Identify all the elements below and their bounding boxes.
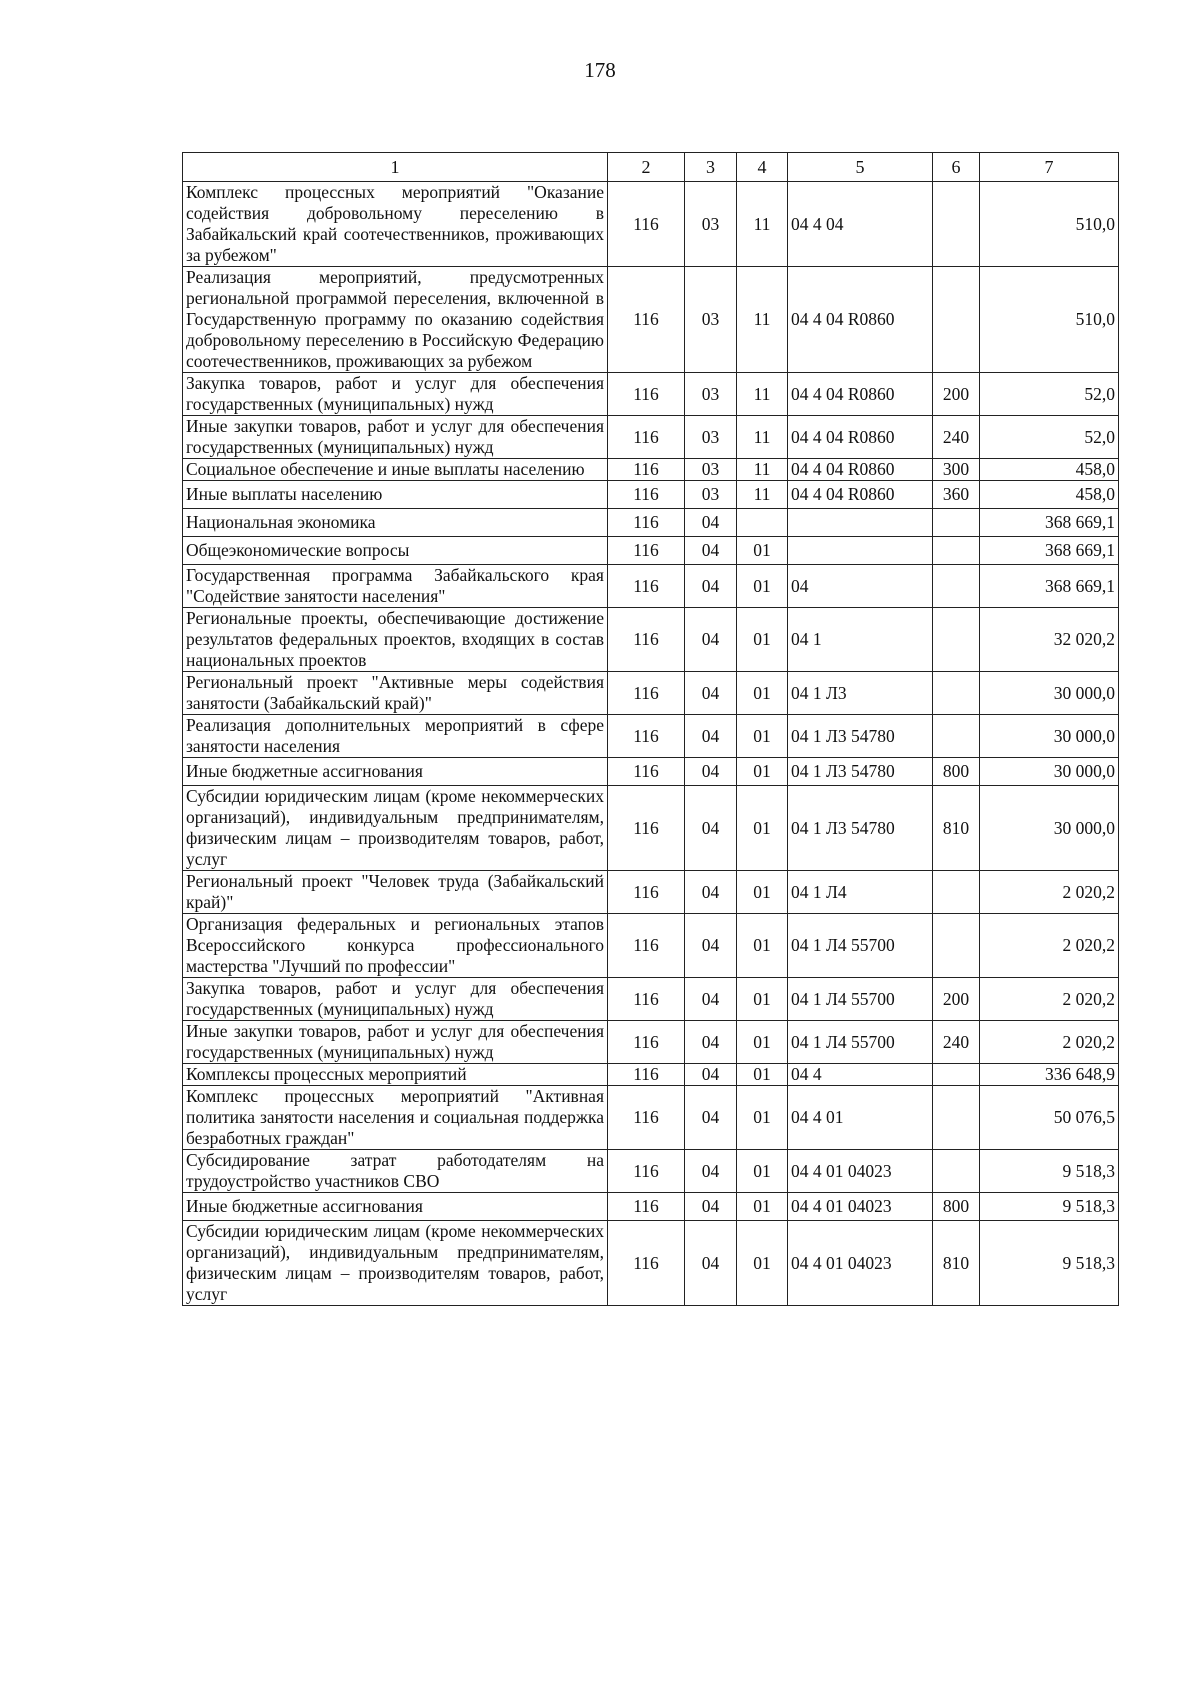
row-section-code: 04 (685, 537, 737, 565)
row-subsection-code: 01 (737, 978, 788, 1021)
row-ministry-code: 116 (608, 1150, 685, 1193)
row-name: Закупка товаров, работ и услуг для обеспечения государственных (муниципальных) нужд (183, 978, 608, 1021)
table-row (183, 459, 1119, 481)
row-subsection-code: 01 (737, 914, 788, 978)
row-ministry-code: 116 (608, 608, 685, 672)
row-name: Иные бюджетные ассигнования (183, 1193, 608, 1221)
row-ministry-code: 116 (608, 914, 685, 978)
row-section-code: 03 (685, 481, 737, 509)
row-target-article: 04 4 01 (788, 1086, 933, 1150)
row-section-code: 04 (685, 608, 737, 672)
row-name: Реализация дополнительных мероприятий в сфере занятости населения (183, 715, 608, 758)
table-row (183, 608, 1119, 672)
table-row (183, 481, 1119, 509)
row-ministry-code: 116 (608, 565, 685, 608)
row-expense-type (933, 914, 980, 978)
row-name: Иные бюджетные ассигнования (183, 758, 608, 786)
row-expense-type: 360 (933, 481, 980, 509)
row-amount: 30 000,0 (980, 758, 1119, 786)
row-amount: 52,0 (980, 373, 1119, 416)
row-amount: 9 518,3 (980, 1221, 1119, 1306)
row-ministry-code: 116 (608, 978, 685, 1021)
table-row (183, 1193, 1119, 1221)
row-subsection-code: 01 (737, 672, 788, 715)
row-expense-type (933, 509, 980, 537)
row-subsection-code: 01 (737, 1193, 788, 1221)
row-target-article: 04 4 04 R0860 (788, 416, 933, 459)
row-subsection-code: 01 (737, 608, 788, 672)
table-row (183, 758, 1119, 786)
row-target-article (788, 509, 933, 537)
row-target-article: 04 1 Л3 54780 (788, 786, 933, 871)
row-name: Иные выплаты населению (183, 481, 608, 509)
row-amount: 52,0 (980, 416, 1119, 459)
table-row (183, 1021, 1119, 1064)
row-target-article: 04 1 (788, 608, 933, 672)
row-amount: 2 020,2 (980, 914, 1119, 978)
row-name: Организация федеральных и региональных этапов Всероссийского конкурса профессионального мастерства "Лучший по профессии" (183, 914, 608, 978)
row-name: Субсидии юридическим лицам (кроме некоммерческих организаций), индивидуальным предпринимателям, физическим лицам – производителям товаров, работ, услуг (183, 1221, 608, 1306)
row-name: Иные закупки товаров, работ и услуг для обеспечения государственных (муниципальных) нужд (183, 1021, 608, 1064)
row-section-code: 03 (685, 373, 737, 416)
row-subsection-code: 01 (737, 758, 788, 786)
row-subsection-code: 11 (737, 416, 788, 459)
row-expense-type (933, 1150, 980, 1193)
row-expense-type: 240 (933, 416, 980, 459)
row-name: Комплекс процессных мероприятий "Активная политика занятости населения и социальная поддержка безработных граждан" (183, 1086, 608, 1150)
row-subsection-code (737, 509, 788, 537)
row-amount: 510,0 (980, 267, 1119, 373)
row-subsection-code: 01 (737, 565, 788, 608)
row-subsection-code: 01 (737, 1086, 788, 1150)
row-amount: 2 020,2 (980, 871, 1119, 914)
table-row (183, 537, 1119, 565)
table-row (183, 1150, 1119, 1193)
row-name: Субсидирование затрат работодателям на трудоустройство участников СВО (183, 1150, 608, 1193)
row-expense-type: 300 (933, 459, 980, 481)
row-section-code: 03 (685, 267, 737, 373)
row-amount: 336 648,9 (980, 1064, 1119, 1086)
row-ministry-code: 116 (608, 416, 685, 459)
row-name: Региональные проекты, обеспечивающие достижение результатов федеральных проектов, входящих в состав национальных проектов (183, 608, 608, 672)
row-target-article: 04 4 04 R0860 (788, 459, 933, 481)
table-row (183, 914, 1119, 978)
row-amount: 510,0 (980, 182, 1119, 267)
row-subsection-code: 11 (737, 182, 788, 267)
row-section-code: 04 (685, 758, 737, 786)
row-expense-type (933, 182, 980, 267)
row-amount: 50 076,5 (980, 1086, 1119, 1150)
row-section-code: 04 (685, 672, 737, 715)
row-ministry-code: 116 (608, 786, 685, 871)
row-section-code: 04 (685, 978, 737, 1021)
row-ministry-code: 116 (608, 1221, 685, 1306)
row-subsection-code: 01 (737, 1064, 788, 1086)
row-amount: 368 669,1 (980, 509, 1119, 537)
row-amount: 458,0 (980, 481, 1119, 509)
row-subsection-code: 11 (737, 267, 788, 373)
row-section-code: 04 (685, 914, 737, 978)
row-section-code: 03 (685, 416, 737, 459)
header-col-3: 3 (685, 153, 737, 182)
row-ministry-code: 116 (608, 509, 685, 537)
row-amount: 458,0 (980, 459, 1119, 481)
table-row (183, 565, 1119, 608)
row-expense-type (933, 871, 980, 914)
row-name: Региональный проект "Активные меры содействия занятости (Забайкальский край)" (183, 672, 608, 715)
row-expense-type (933, 267, 980, 373)
row-section-code: 03 (685, 182, 737, 267)
row-expense-type: 810 (933, 1221, 980, 1306)
page-number: 178 (584, 58, 616, 82)
row-expense-type (933, 565, 980, 608)
row-ministry-code: 116 (608, 871, 685, 914)
row-name: Государственная программа Забайкальского края "Содействие занятости населения" (183, 565, 608, 608)
row-section-code: 04 (685, 1221, 737, 1306)
row-name: Социальное обеспечение и иные выплаты населению (183, 459, 608, 481)
table-body (183, 182, 1119, 1306)
row-section-code: 04 (685, 1086, 737, 1150)
table-header (183, 153, 1119, 182)
row-ministry-code: 116 (608, 373, 685, 416)
row-name: Комплекс процессных мероприятий "Оказание содействия добровольному переселению в Забайкальский край соотечественников, проживающих за рубежом" (183, 182, 608, 267)
row-target-article: 04 4 04 R0860 (788, 267, 933, 373)
row-section-code: 04 (685, 509, 737, 537)
row-expense-type: 800 (933, 1193, 980, 1221)
row-ministry-code: 116 (608, 537, 685, 565)
row-subsection-code: 01 (737, 1021, 788, 1064)
row-section-code: 04 (685, 565, 737, 608)
row-target-article: 04 1 Л4 55700 (788, 914, 933, 978)
row-expense-type (933, 537, 980, 565)
row-subsection-code: 01 (737, 1221, 788, 1306)
row-name: Реализация мероприятий, предусмотренных региональной программой переселения, включенной в Государственную программу по оказанию содействия добровольному переселению в Российскую Федерацию соотечественников, проживающих за рубежом (183, 267, 608, 373)
row-subsection-code: 01 (737, 871, 788, 914)
table-row (183, 1086, 1119, 1150)
row-section-code: 04 (685, 871, 737, 914)
row-ministry-code: 116 (608, 1064, 685, 1086)
row-name: Субсидии юридическим лицам (кроме некоммерческих организаций), индивидуальным предпринимателям, физическим лицам – производителям товаров, работ, услуг (183, 786, 608, 871)
row-target-article: 04 4 01 04023 (788, 1221, 933, 1306)
row-amount: 9 518,3 (980, 1150, 1119, 1193)
row-target-article: 04 1 Л4 55700 (788, 1021, 933, 1064)
row-name: Закупка товаров, работ и услуг для обеспечения государственных (муниципальных) нужд (183, 373, 608, 416)
row-section-code: 04 (685, 715, 737, 758)
header-col-6: 6 (933, 153, 980, 182)
row-expense-type: 810 (933, 786, 980, 871)
row-ministry-code: 116 (608, 1086, 685, 1150)
row-ministry-code: 116 (608, 715, 685, 758)
row-ministry-code: 116 (608, 758, 685, 786)
row-amount: 368 669,1 (980, 537, 1119, 565)
row-name: Общеэкономические вопросы (183, 537, 608, 565)
row-ministry-code: 116 (608, 481, 685, 509)
row-subsection-code: 01 (737, 537, 788, 565)
table-row (183, 978, 1119, 1021)
row-name: Национальная экономика (183, 509, 608, 537)
row-expense-type (933, 1086, 980, 1150)
header-col-1: 1 (183, 153, 608, 182)
table-row (183, 786, 1119, 871)
row-expense-type (933, 608, 980, 672)
table-row (183, 267, 1119, 373)
budget-table (182, 152, 1119, 1306)
row-expense-type (933, 672, 980, 715)
row-expense-type: 800 (933, 758, 980, 786)
row-target-article: 04 1 Л3 (788, 672, 933, 715)
row-section-code: 04 (685, 1064, 737, 1086)
header-col-5: 5 (788, 153, 933, 182)
row-ministry-code: 116 (608, 182, 685, 267)
table-row (183, 416, 1119, 459)
row-ministry-code: 116 (608, 267, 685, 373)
header-col-4: 4 (737, 153, 788, 182)
table-row (183, 373, 1119, 416)
row-expense-type (933, 715, 980, 758)
row-expense-type (933, 1064, 980, 1086)
row-subsection-code: 01 (737, 715, 788, 758)
row-expense-type: 200 (933, 978, 980, 1021)
row-expense-type: 240 (933, 1021, 980, 1064)
header-row (183, 153, 1119, 182)
row-amount: 30 000,0 (980, 672, 1119, 715)
row-section-code: 03 (685, 459, 737, 481)
row-name: Региональный проект "Человек труда (Забайкальский край)" (183, 871, 608, 914)
row-subsection-code: 01 (737, 786, 788, 871)
table-row (183, 1064, 1119, 1086)
row-amount: 9 518,3 (980, 1193, 1119, 1221)
row-name: Иные закупки товаров, работ и услуг для обеспечения государственных (муниципальных) нужд (183, 416, 608, 459)
row-target-article: 04 4 04 R0860 (788, 373, 933, 416)
row-section-code: 04 (685, 786, 737, 871)
row-target-article: 04 1 Л3 54780 (788, 758, 933, 786)
row-amount: 2 020,2 (980, 978, 1119, 1021)
table-row (183, 871, 1119, 914)
table-row (183, 715, 1119, 758)
row-subsection-code: 11 (737, 459, 788, 481)
row-ministry-code: 116 (608, 1021, 685, 1064)
row-target-article (788, 537, 933, 565)
row-target-article: 04 (788, 565, 933, 608)
row-subsection-code: 01 (737, 1150, 788, 1193)
row-target-article: 04 4 04 R0860 (788, 481, 933, 509)
table-row (183, 509, 1119, 537)
row-name: Комплексы процессных мероприятий (183, 1064, 608, 1086)
row-target-article: 04 4 04 (788, 182, 933, 267)
row-amount: 368 669,1 (980, 565, 1119, 608)
row-amount: 30 000,0 (980, 715, 1119, 758)
row-section-code: 04 (685, 1193, 737, 1221)
row-subsection-code: 11 (737, 373, 788, 416)
row-target-article: 04 1 Л4 (788, 871, 933, 914)
row-target-article: 04 4 01 04023 (788, 1150, 933, 1193)
row-section-code: 04 (685, 1021, 737, 1064)
row-amount: 30 000,0 (980, 786, 1119, 871)
row-amount: 32 020,2 (980, 608, 1119, 672)
row-ministry-code: 116 (608, 672, 685, 715)
row-target-article: 04 1 Л4 55700 (788, 978, 933, 1021)
row-target-article: 04 1 Л3 54780 (788, 715, 933, 758)
row-ministry-code: 116 (608, 459, 685, 481)
row-expense-type: 200 (933, 373, 980, 416)
header-col-2: 2 (608, 153, 685, 182)
row-amount: 2 020,2 (980, 1021, 1119, 1064)
table-row (183, 672, 1119, 715)
table-row (183, 1221, 1119, 1306)
row-section-code: 04 (685, 1150, 737, 1193)
row-ministry-code: 116 (608, 1193, 685, 1221)
row-target-article: 04 4 (788, 1064, 933, 1086)
header-col-7: 7 (980, 153, 1119, 182)
row-target-article: 04 4 01 04023 (788, 1193, 933, 1221)
row-subsection-code: 11 (737, 481, 788, 509)
table-row (183, 182, 1119, 267)
